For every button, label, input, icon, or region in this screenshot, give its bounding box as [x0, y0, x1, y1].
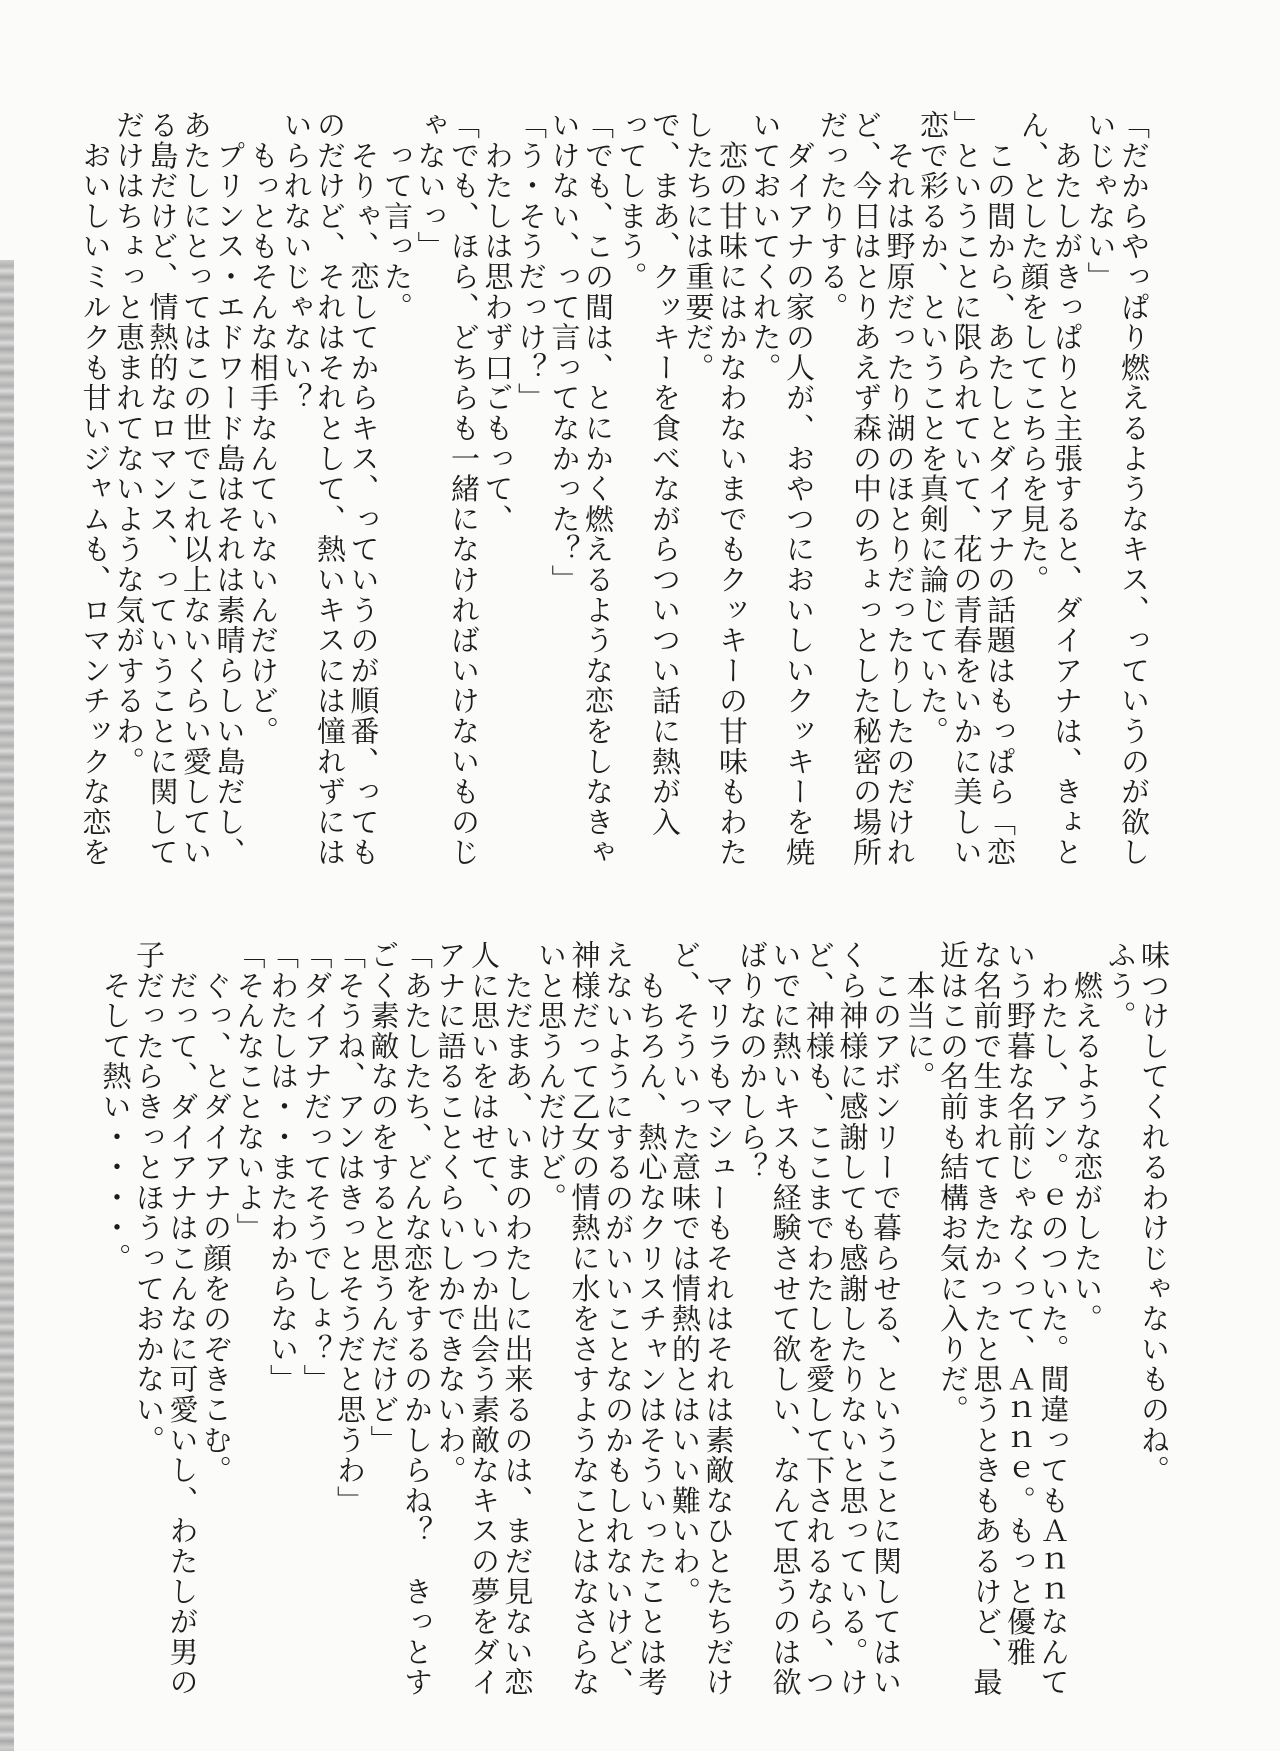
text-column: マリラもマシューもそれはそれは素敵なひとたちだけ: [701, 940, 736, 1698]
text-column: おいしいミルクも甘いジャムも、ロマンチックな恋を: [78, 110, 113, 868]
text-column: 」ということに限られていて、花の青春をいかに美しい: [949, 110, 984, 868]
text-column: ぐっ、とダイアナの顔をのぞきこむ。: [199, 940, 233, 1486]
text-column: いておいてくれた。: [748, 110, 783, 383]
text-column: アナに語ることくらいしかできないわ。: [433, 940, 468, 1486]
text-column: もちろん、熱心なクリスチャンはそういったことは考: [634, 940, 669, 1698]
text-column: 近はこの名前も結構お気に入りだ。: [936, 940, 970, 1425]
text-column: 「でも、ほら、どちらも一緒になければいけないものじ: [447, 110, 481, 868]
text-column: 「ダイアナだってそうでしょ？」: [299, 940, 334, 1395]
text-column: あたしがきっぱりと主張すると、ダイアナは、きょと: [1050, 110, 1084, 868]
text-column: いけない、って言ってなかった？」: [547, 110, 582, 595]
text-column: だったりする。: [815, 110, 850, 323]
text-column: 恋で彩るか、ということを真剣に論じていた。: [916, 110, 950, 747]
text-column: だって、ダイアナはこんなに可愛いし、わたしが男の: [165, 940, 200, 1698]
text-column: のだけど、それはそれとして、熱いキスには憧れずには: [313, 110, 347, 868]
text-column: ダイアナの家の人が、おやつにおいしいクッキーを焼: [782, 110, 816, 868]
text-column: 「あたしたち、どんな恋をするのかしらね？ きっとす: [400, 940, 434, 1698]
text-column: このアボンリーで暮らせる、ということに関してはい: [869, 940, 903, 1698]
text-column: そりゃ、恋してからキス、っていうのが順番、っても: [346, 110, 381, 868]
text-column: 「そんなことないよ」: [232, 940, 267, 1243]
text-column: だけはちょっと恵まれてないような気がするわ。: [112, 110, 146, 777]
text-block-bottom: [98, 940, 1171, 1698]
text-column: わたし、アン。ｅのついた。間違ってもＡｎｎなんて: [1036, 940, 1071, 1698]
text-column: そして熱い・・・・。: [98, 940, 133, 1274]
text-column: ってしまう。: [614, 110, 649, 292]
text-column: って言った。: [380, 110, 414, 323]
text-block-top: [78, 110, 1151, 868]
text-column: 人に思いをはせて、いつか出会う素敵なキスの夢をダイ: [467, 940, 501, 1698]
text-column: わたしは思わず口ごもって、: [480, 110, 515, 535]
text-column: ごく素敵なのをすると思うんだけど」: [366, 940, 401, 1456]
text-column: えないようにするのがいいことなのかもしれないけど、: [601, 940, 635, 1698]
binding-edge: [0, 260, 14, 1751]
text-column: いじゃない」: [1083, 110, 1118, 292]
text-column: 「でも、この間は、とにかく燃えるような恋をしなきゃ: [581, 110, 615, 868]
text-column: な名前で生まれてきたかったと思うときもあるけど、最: [969, 940, 1004, 1698]
text-column: ど、今日はとりあえず森の中のちょっとした秘密の場所: [849, 110, 883, 868]
text-column: 子だったらきっとほうっておかない。: [132, 940, 166, 1456]
text-column: ふう。: [1103, 940, 1138, 1031]
text-column: 「だからやっぱり燃えるようなキス、っていうのが欲し: [1117, 110, 1151, 868]
text-column: 「う・そうだっけ？」: [514, 110, 548, 413]
text-column: いでに熱いキスも経験させて欲しい、なんて思うのは欲: [768, 940, 803, 1698]
text-column: ただまあ、いまのわたしに出来るのは、まだ見ない恋: [500, 940, 535, 1698]
text-column: ばりなのかしら？: [735, 940, 769, 1183]
text-column: いと思うんだけど。: [534, 940, 568, 1213]
text-column: 「そうね、アンはきっとそうだと思うわ」: [333, 940, 367, 1516]
text-column: この間から、あたしとダイアナの話題はもっぱら「恋: [983, 110, 1017, 868]
text-column: したちには重要だ。: [681, 110, 716, 383]
text-column: で、まあ、クッキーを食べながらついつい話に熱が入: [648, 110, 682, 838]
text-column: 恋の甘味にはかなわないまでもクッキーの甘味もわた: [715, 110, 749, 868]
text-column: もっともそんな相手なんていないんだけど。: [246, 110, 280, 747]
text-column: る島だけど、情熱的なロマンス、っていうことに関して: [145, 110, 180, 868]
text-column: いう野暮な名前じゃなくって、Ａｎｎｅ。もっと優雅: [1003, 940, 1037, 1668]
text-column: ゃないっ」: [413, 110, 448, 262]
text-column: くら神様に感謝しても感謝したりないと思っている。け: [835, 940, 870, 1698]
text-column: プリンス・エドワード島はそれは素晴らしい島だし、: [212, 110, 247, 868]
text-column: ど、神様も、ここまでわたしを愛して下されるなら、つ: [802, 940, 836, 1698]
text-column: あたしにとってはこの世でこれ以上ないくらい愛してい: [179, 110, 213, 868]
text-column: 燃えるような恋がしたい。: [1070, 940, 1104, 1334]
text-column: いられないじゃない？: [279, 110, 314, 413]
text-column: それは野原だったり湖のほとりだったりしたのだけれ: [882, 110, 917, 868]
text-column: ん、とした顔をしてこちらを見た。: [1016, 110, 1051, 595]
text-column: 「わたしは・・またわからない」: [266, 940, 300, 1395]
text-column: 味つけしてくれるわけじゃないものね。: [1137, 940, 1171, 1486]
text-column: 本当に。: [902, 940, 937, 1092]
text-column: ど、そういった意味では情熱的とはいい難いわ。: [668, 940, 702, 1607]
text-column: 神様だって乙女の情熱に水をさすようなことはなさらな: [567, 940, 602, 1698]
